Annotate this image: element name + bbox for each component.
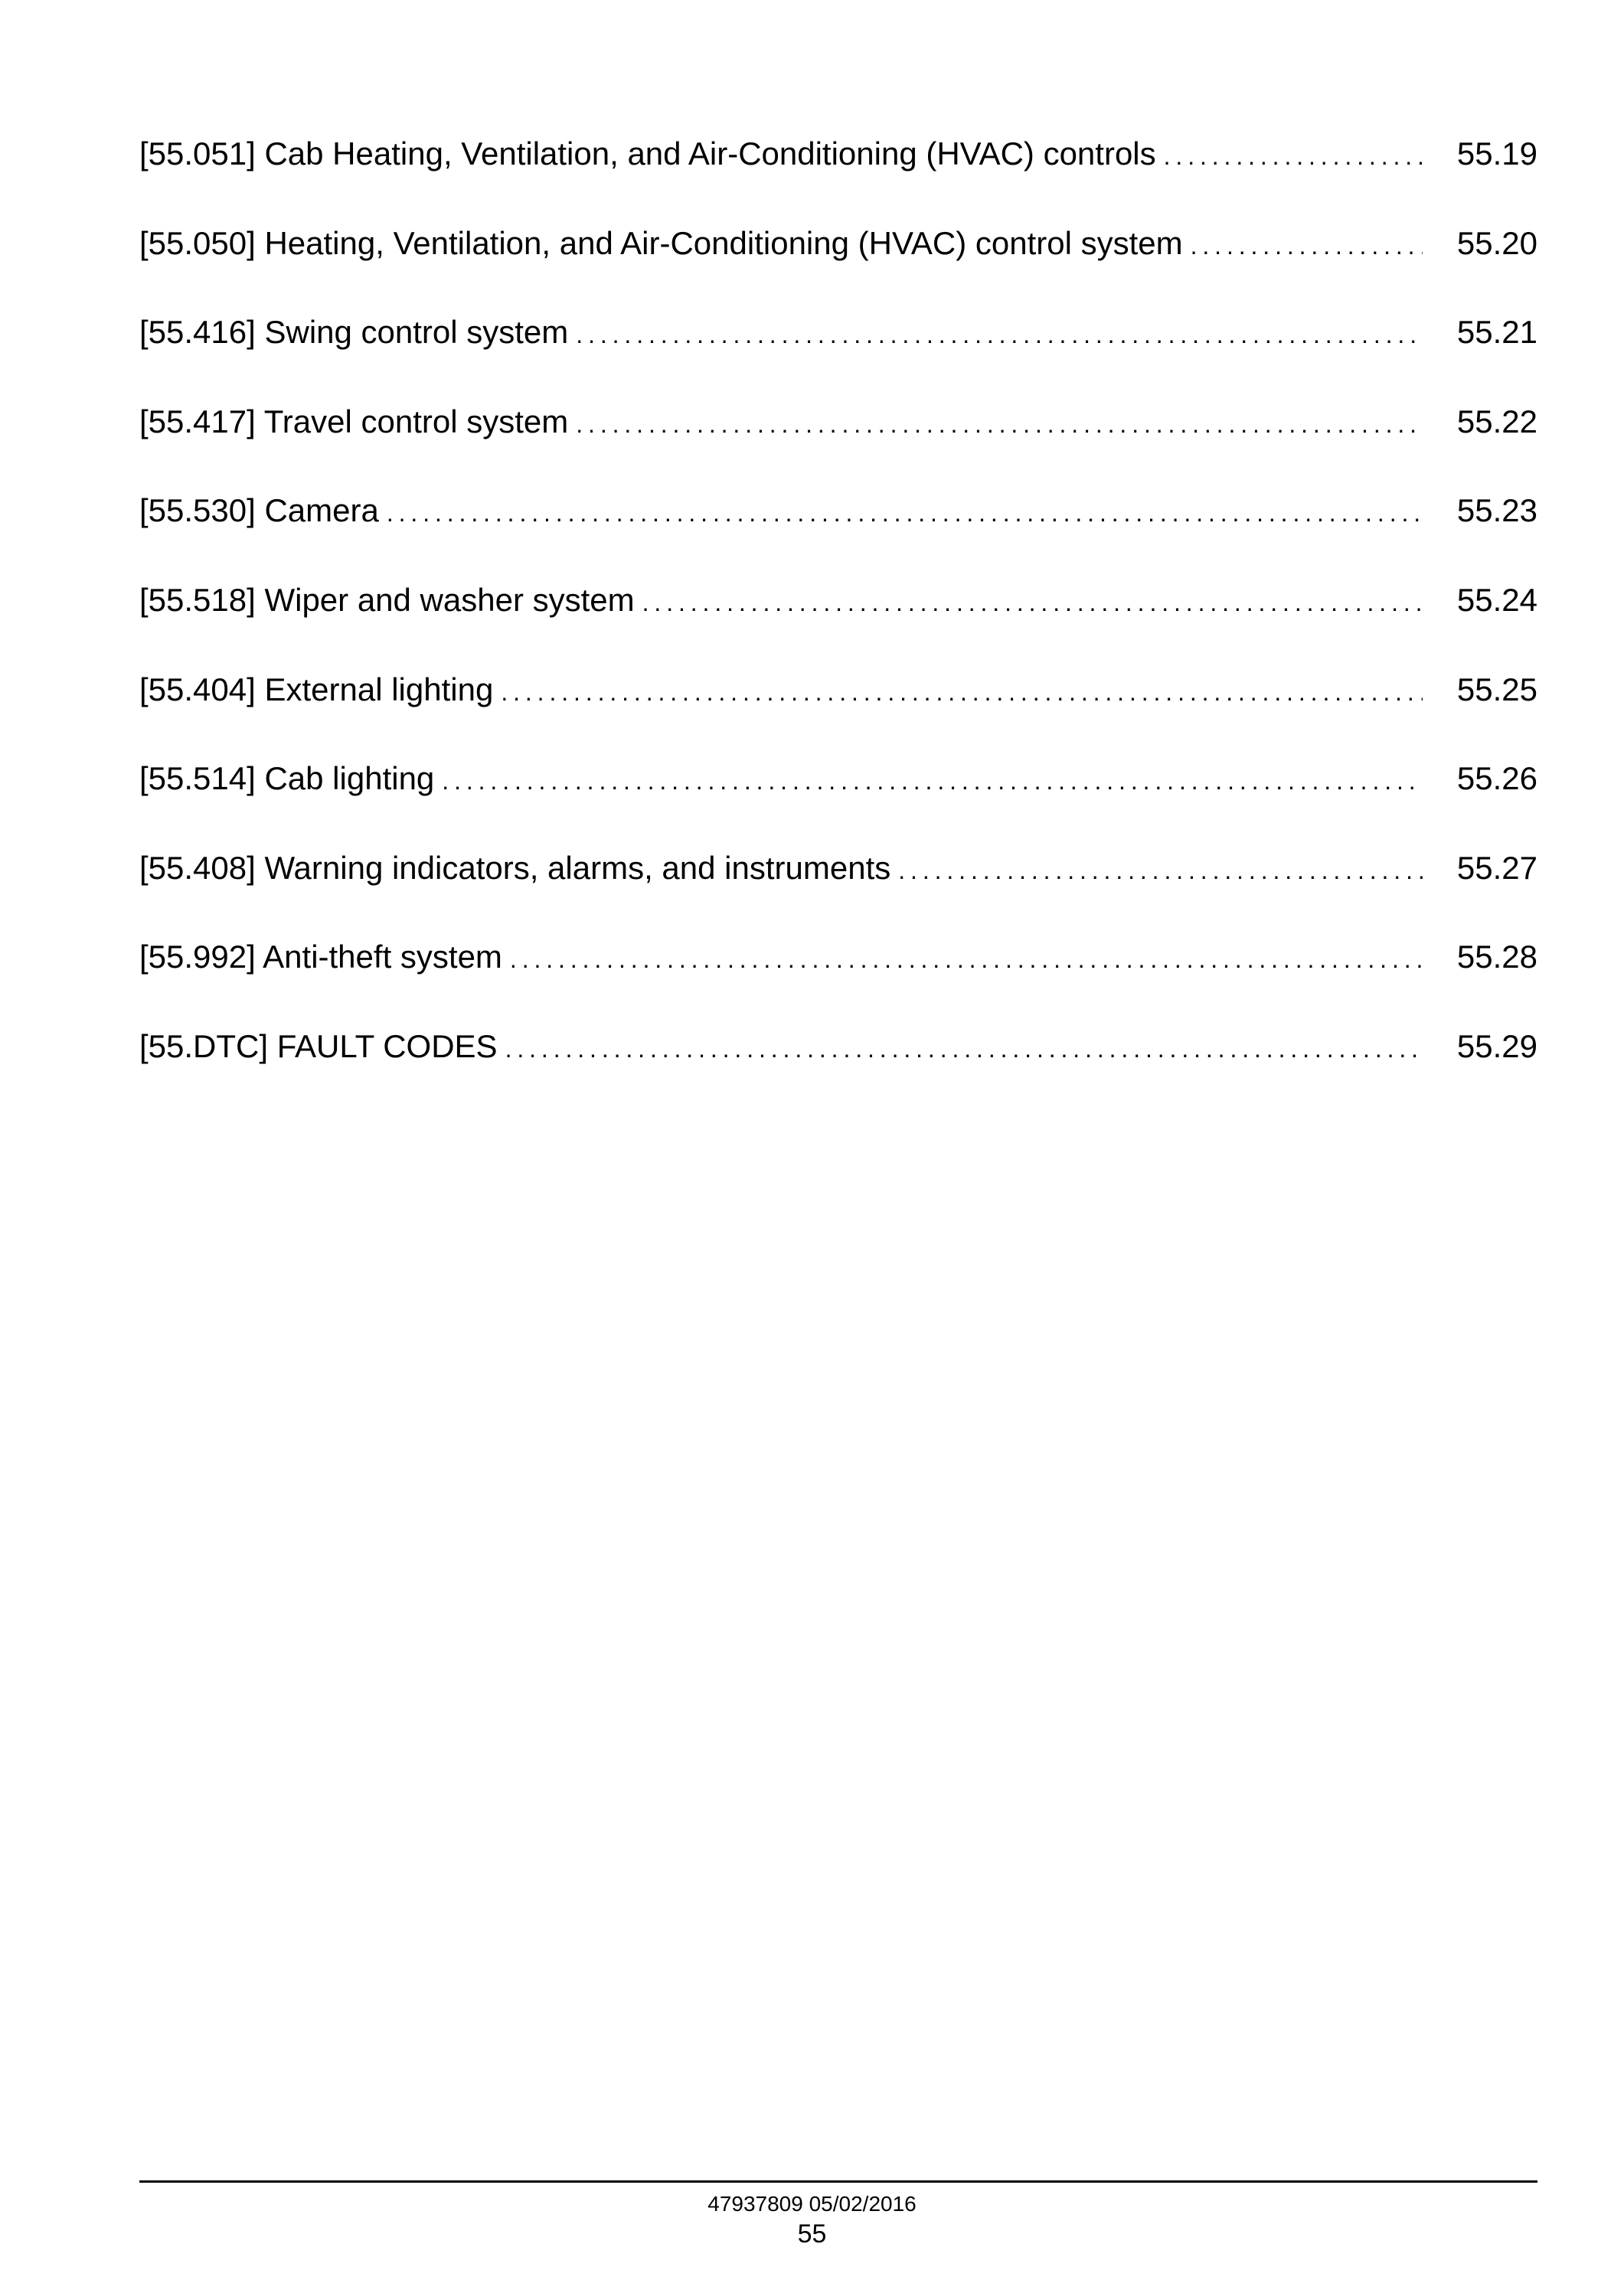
dot-leader bbox=[576, 405, 1423, 443]
toc-entry-page[interactable]: 55.20 bbox=[1456, 224, 1537, 261]
dot-leader bbox=[387, 494, 1423, 532]
dot-leader bbox=[501, 673, 1423, 711]
toc-entry-page[interactable]: 55.29 bbox=[1456, 1027, 1537, 1064]
toc-entry-page[interactable]: 55.25 bbox=[1456, 671, 1537, 707]
toc-entry-page[interactable]: 55.19 bbox=[1456, 136, 1537, 171]
toc-entry[interactable] bbox=[139, 403, 1537, 492]
dot-leader bbox=[576, 315, 1423, 354]
dot-leader bbox=[505, 1030, 1423, 1068]
toc-entry[interactable] bbox=[139, 135, 1537, 224]
toc-entry-title[interactable]: [55.417] Travel control system bbox=[139, 403, 569, 439]
toc-entry-title[interactable]: [55.050] Heating, Ventilation, and Air-Conditioning (HVAC) control system bbox=[139, 224, 1183, 261]
toc-entry-page[interactable]: 55.27 bbox=[1456, 849, 1537, 886]
toc-entry[interactable] bbox=[139, 1027, 1537, 1117]
toc-entry-title[interactable]: [55.992] Anti-theft system bbox=[139, 939, 502, 975]
toc-entry-page[interactable]: 55.23 bbox=[1456, 492, 1537, 529]
footer-document-info: 47937809 05/02/2016 bbox=[707, 2192, 917, 2216]
toc-entry[interactable] bbox=[139, 759, 1537, 849]
dot-leader bbox=[442, 762, 1423, 800]
toc-entry-title[interactable]: [55.530] Camera bbox=[139, 492, 379, 529]
dot-leader bbox=[642, 583, 1423, 622]
toc-entry-title[interactable]: [55.408] Warning indicators, alarms, and instruments bbox=[139, 849, 891, 886]
dot-leader bbox=[510, 940, 1423, 978]
table-of-contents bbox=[139, 135, 1537, 1117]
toc-entry-title[interactable]: [55.DTC] FAULT CODES bbox=[139, 1027, 498, 1064]
dot-leader bbox=[1191, 227, 1423, 265]
toc-entry[interactable] bbox=[139, 849, 1537, 939]
toc-entry-title[interactable]: [55.518] Wiper and washer system bbox=[139, 581, 635, 618]
toc-entry[interactable] bbox=[139, 492, 1537, 581]
dot-leader bbox=[1164, 137, 1423, 175]
toc-entry[interactable] bbox=[139, 671, 1537, 760]
toc-entry-page[interactable]: 55.28 bbox=[1456, 939, 1537, 975]
toc-entry-title[interactable]: [55.514] Cab lighting bbox=[139, 760, 435, 797]
toc-entry[interactable] bbox=[139, 581, 1537, 671]
toc-entry[interactable] bbox=[139, 224, 1537, 314]
dot-leader bbox=[898, 851, 1423, 890]
toc-entry-title[interactable]: [55.051] Cab Heating, Ventilation, and Air-Conditioning (HVAC) controls bbox=[139, 136, 1156, 171]
footer-divider bbox=[139, 2180, 1537, 2183]
toc-entry-page[interactable]: 55.22 bbox=[1456, 403, 1537, 439]
toc-entry-page[interactable]: 55.24 bbox=[1456, 581, 1537, 618]
toc-entry-page[interactable]: 55.21 bbox=[1456, 314, 1537, 351]
toc-entry-title[interactable]: [55.404] External lighting bbox=[139, 671, 494, 707]
footer-page-number: 55 bbox=[797, 2219, 827, 2249]
toc-entry[interactable] bbox=[139, 313, 1537, 403]
toc-entry-page[interactable]: 55.26 bbox=[1456, 760, 1537, 797]
toc-entry[interactable] bbox=[139, 938, 1537, 1027]
toc-entry-title[interactable]: [55.416] Swing control system bbox=[139, 314, 569, 351]
